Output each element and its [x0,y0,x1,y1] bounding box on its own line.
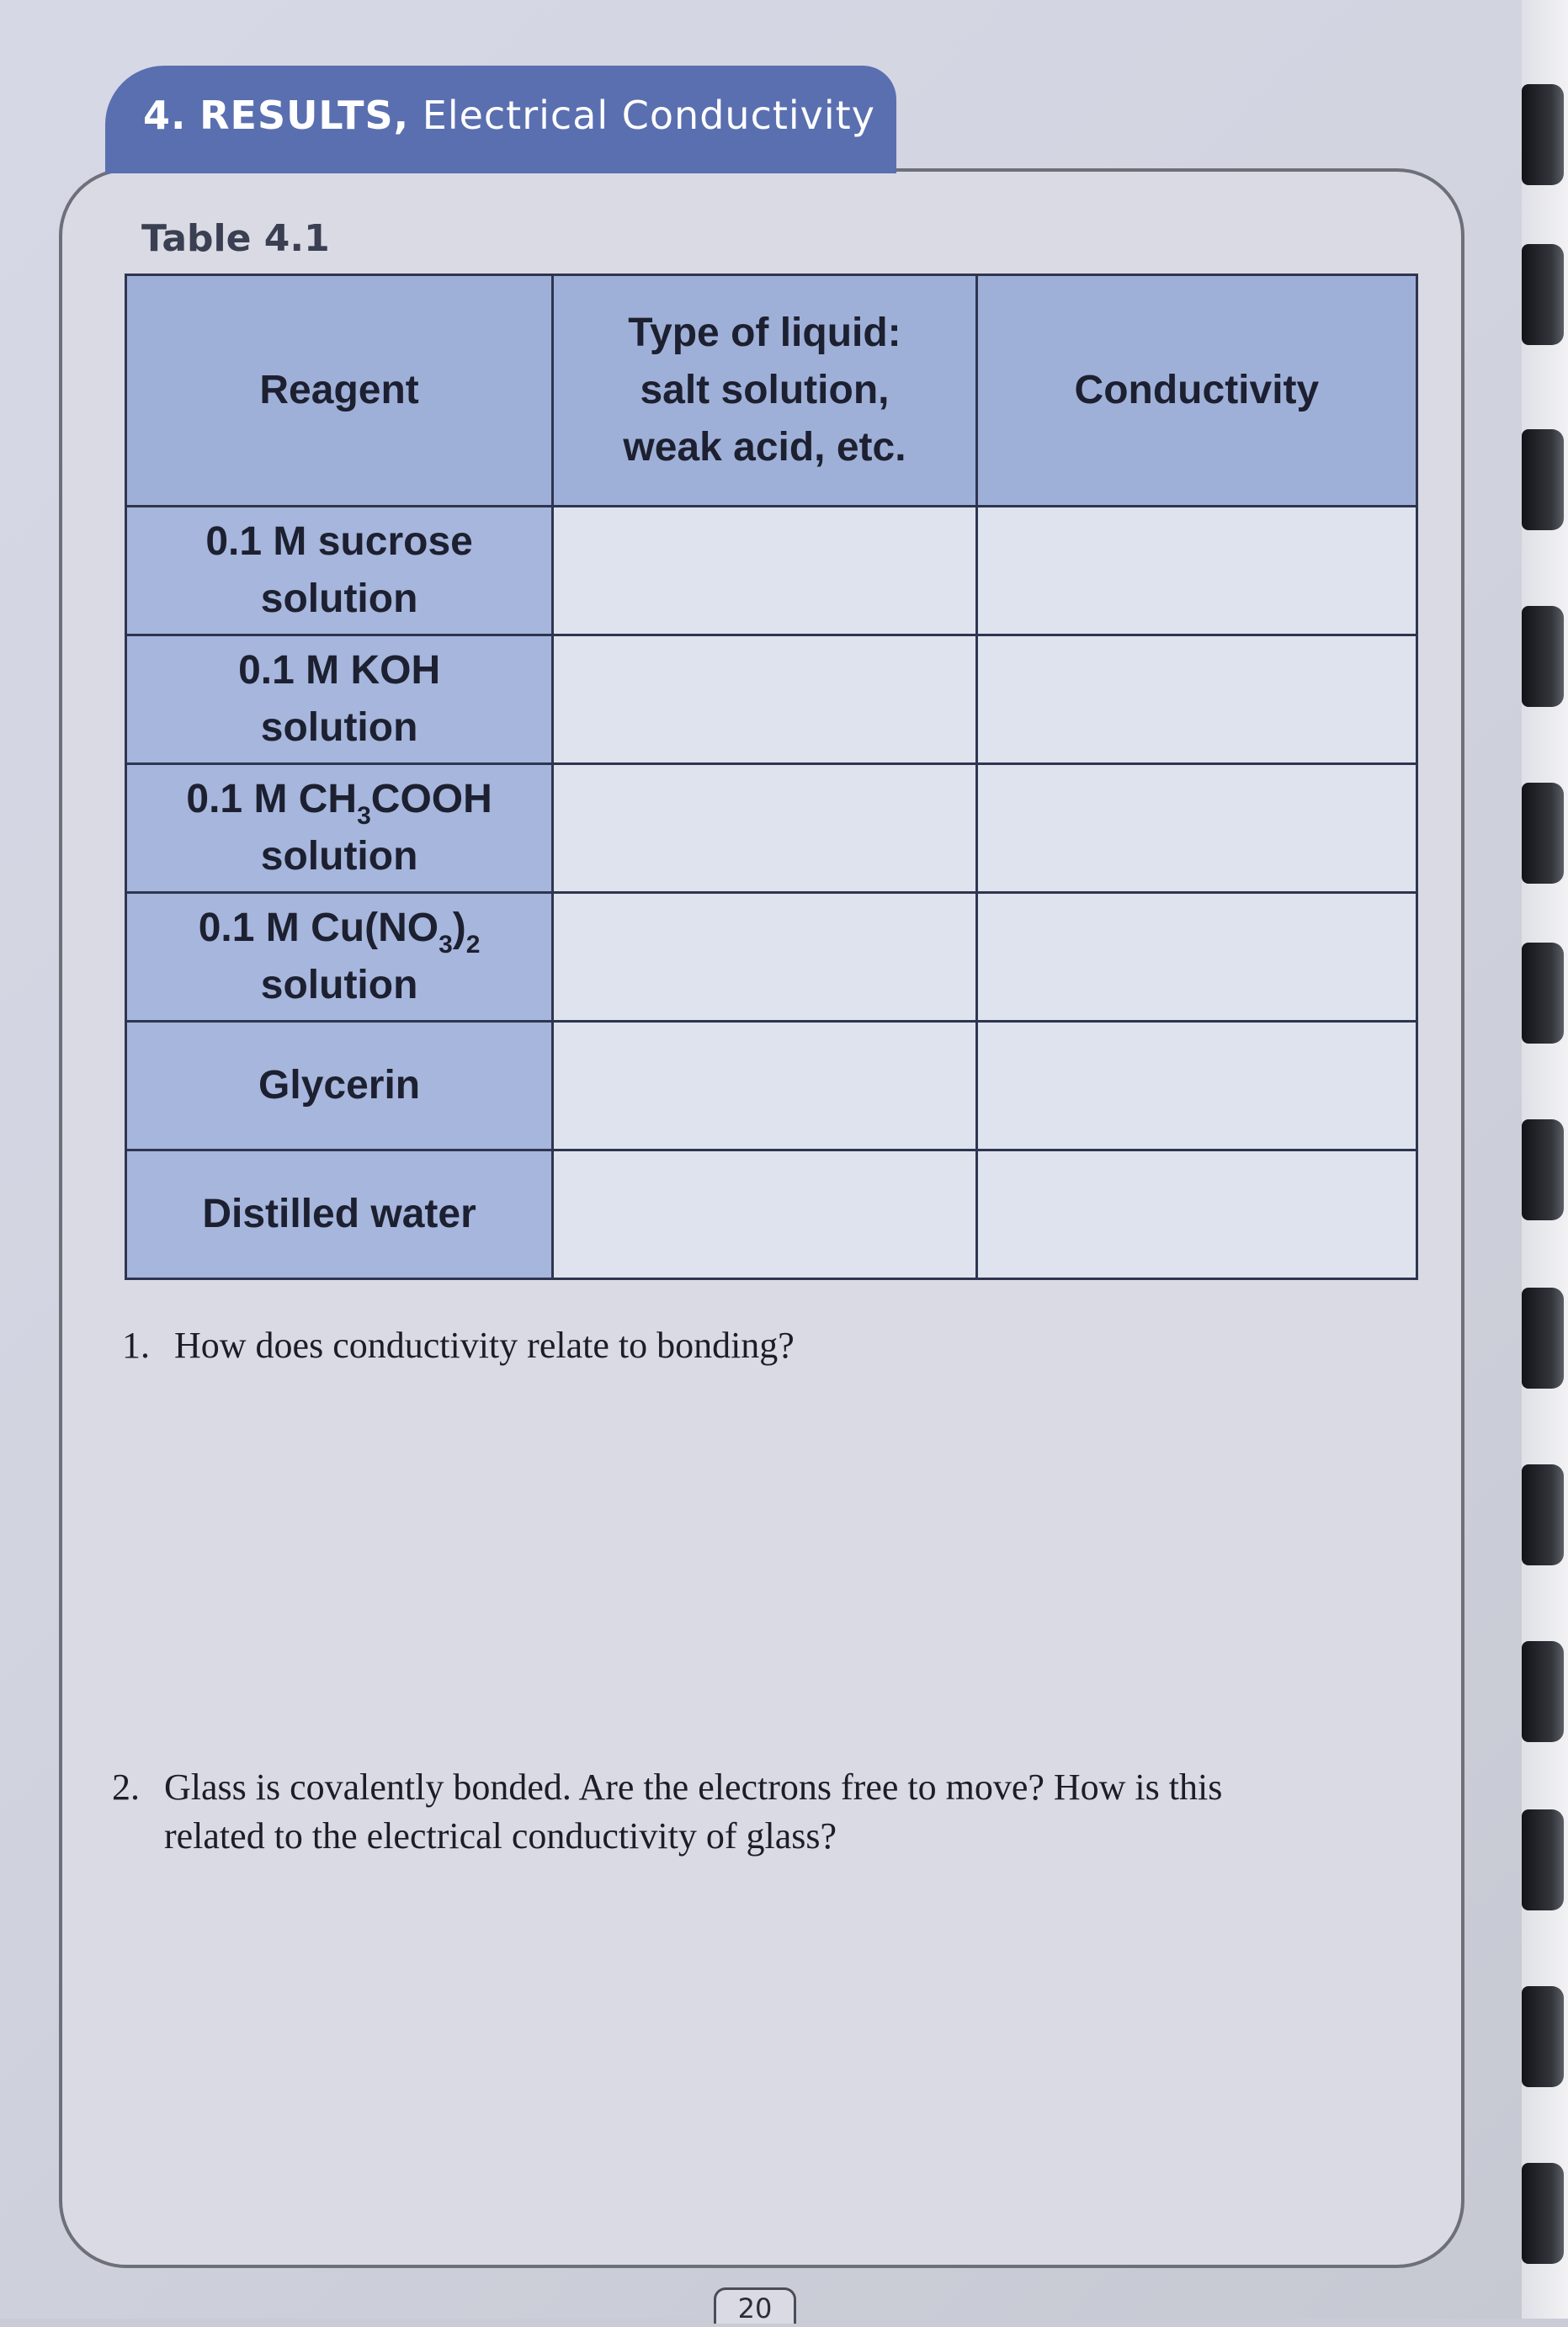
conductivity-cell-blank[interactable] [976,1022,1417,1150]
reagent-cell [126,893,553,1022]
binding-ring [1522,1464,1564,1565]
reagent-cell [126,1150,553,1279]
reagent-line2: solution [260,834,418,879]
question-2 [112,1763,1408,1861]
header-type-of-liquid [553,275,977,507]
table-row [126,893,1417,1022]
reagent-formula-subscript: 3 [357,802,371,830]
question-text-line2: related to the electrical conductivity of glass? [164,1815,837,1857]
question-text-line1: Glass is covalently bonded. Are the electrons free to move? How is this [164,1767,1223,1808]
reagent-formula-subscript-2: 2 [465,931,481,959]
conductivity-cell-blank[interactable] [976,764,1417,893]
reagent-formula-suffix: COOH [370,777,492,821]
reagent-cell [126,635,553,764]
reagent-formula-prefix: 0.1 M Cu(NO [198,906,439,950]
binding-ring [1522,84,1564,185]
table-header-row [126,275,1417,507]
binding-ring [1522,1986,1564,2087]
type-cell-blank[interactable] [553,1022,977,1150]
reagent-formula-suffix: ) [452,906,466,950]
binding-ring [1522,1641,1564,1742]
question-number: 1. [122,1325,150,1366]
type-cell-blank[interactable] [553,893,977,1022]
reagent-formula-subscript: 3 [439,931,453,959]
table-row [126,764,1417,893]
conductivity-cell-blank[interactable] [976,507,1417,635]
question-text: How does conductivity relate to bonding? [174,1325,795,1366]
type-cell-blank[interactable] [553,507,977,635]
header-reagent-label: Reagent [259,368,419,412]
conductivity-cell-blank[interactable] [976,1150,1417,1279]
reagent-line2: solution [260,963,418,1007]
header-conductivity [976,275,1417,507]
header-conductivity-label: Conductivity [1074,368,1320,412]
reagent-line1: 0.1 M sucrose [205,519,473,564]
binding-ring [1522,244,1564,345]
reagent-cell [126,507,553,635]
question-1 [122,1321,1385,1370]
reagent-line2: solution [260,576,418,621]
header-type-line3: weak acid, etc. [623,425,906,470]
reagent-line1: 0.1 M KOH [238,648,441,693]
reagent-line1: Distilled water [202,1192,476,1236]
header-card-join [105,165,896,173]
results-table [125,274,1418,1280]
reagent-cell [126,1022,553,1150]
binding-ring [1522,783,1564,884]
header-type-line2: salt solution, [640,368,890,412]
header-reagent [126,275,553,507]
binding-ring [1522,429,1564,530]
reagent-line2: solution [260,705,418,750]
conductivity-cell-blank[interactable] [976,635,1417,764]
header-type-line1: Type of liquid: [628,311,901,355]
table-caption: Table 4.1 [141,217,330,260]
table-row [126,507,1417,635]
binding-ring [1522,943,1564,1044]
question-number: 2. [112,1767,140,1808]
reagent-cell [126,764,553,893]
section-number: 4. [143,93,187,138]
table-row [126,1150,1417,1279]
reagent-line1: Glycerin [258,1063,421,1108]
table-row [126,635,1417,764]
binding-ring [1522,1809,1564,1910]
reagent-formula-prefix: 0.1 M CH [186,777,358,821]
conductivity-cell-blank[interactable] [976,893,1417,1022]
page-number: 20 [714,2287,796,2324]
type-cell-blank[interactable] [553,635,977,764]
binding-ring [1522,1119,1564,1220]
binding-ring [1522,606,1564,707]
binding-ring [1522,2163,1564,2264]
binding-ring [1522,1288,1564,1389]
table-row [126,1022,1417,1150]
type-cell-blank[interactable] [553,764,977,893]
section-name: RESULTS, [199,93,410,138]
section-subtitle: Electrical Conductivity [422,93,875,138]
type-cell-blank[interactable] [553,1150,977,1279]
section-title [143,93,875,138]
